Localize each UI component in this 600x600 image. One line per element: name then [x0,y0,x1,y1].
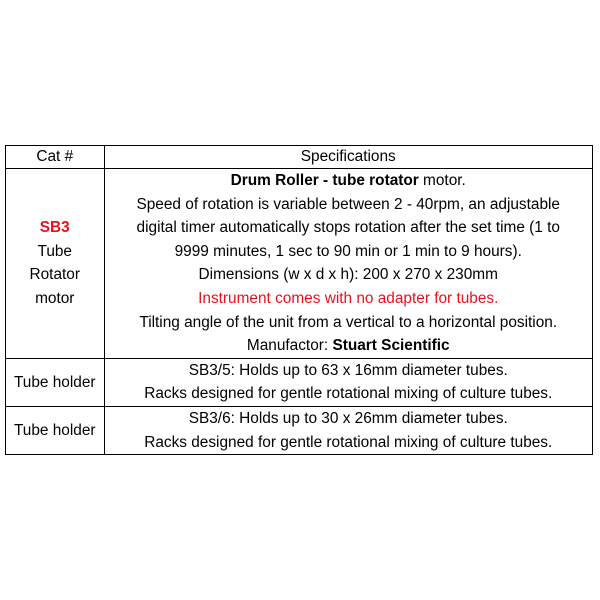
spec-sb3-manufacturer-name: Stuart Scientific [332,337,450,355]
spec-sb3-speed: Speed of rotation is variable between 2 - 40rpm, an adjustable [136,195,560,213]
table-header-row [6,146,593,169]
spec-sb3-manufacturer-prefix: Manufactor: [246,337,333,355]
cat-line-rotator: Rotator [29,266,80,284]
spec-sb3-manufacturer [107,334,591,358]
specifications-table [5,145,593,455]
spec-cell-sb3 [104,169,593,359]
spec-cell-sb3-6 [104,406,593,454]
cat-cell-tube-holder-2: Tube holder [6,406,105,454]
spec-sb3-dimensions: Dimensions (w x d x h): 200 x 270 x 230mm [198,266,498,284]
cat-cell-tube-holder-1: Tube holder [6,358,105,406]
cat-code-sb3: SB3 [39,219,70,237]
table-row-sb3-5 [6,358,593,406]
spec-sb3-5-racks: Racks designed for gentle rotational mixing of culture tubes. [144,385,553,403]
spec-sb3-6-racks: Racks designed for gentle rotational mixing of culture tubes. [144,433,553,451]
header-specifications: Specifications [104,146,593,169]
spec-sb3-timer: digital timer automatically stops rotation after the set time (1 to [136,219,560,237]
spec-sb3-tilting: Tilting angle of the unit from a vertical to a horizontal position. [139,313,558,331]
spec-sb3-warning: Instrument comes with no adapter for tubes. [198,289,499,307]
header-cat: Cat # [6,146,105,169]
spec-sb3-product-name [107,169,591,193]
spec-sb3-product-name-bold: Drum Roller - tube rotator [230,172,419,189]
spec-sb3-6-capacity: SB3/6: Holds up to 30 x 26mm diameter tubes. [188,409,508,427]
spec-sb3-5-capacity: SB3/5: Holds up to 63 x 16mm diameter tubes. [188,361,508,379]
spec-cell-sb3-5 [104,358,593,406]
table-row-sb3 [6,169,593,359]
cat-line-tube: Tube [37,242,72,260]
spec-sb3-product-name-rest: motor. [418,172,466,189]
table-row-sb3-6 [6,406,593,454]
spec-sb3-timer-range: 9999 minutes, 1 sec to 90 min or 1 min to 9 hours). [174,242,522,260]
cat-line-motor: motor [35,289,75,307]
cat-cell-sb3 [6,169,105,359]
